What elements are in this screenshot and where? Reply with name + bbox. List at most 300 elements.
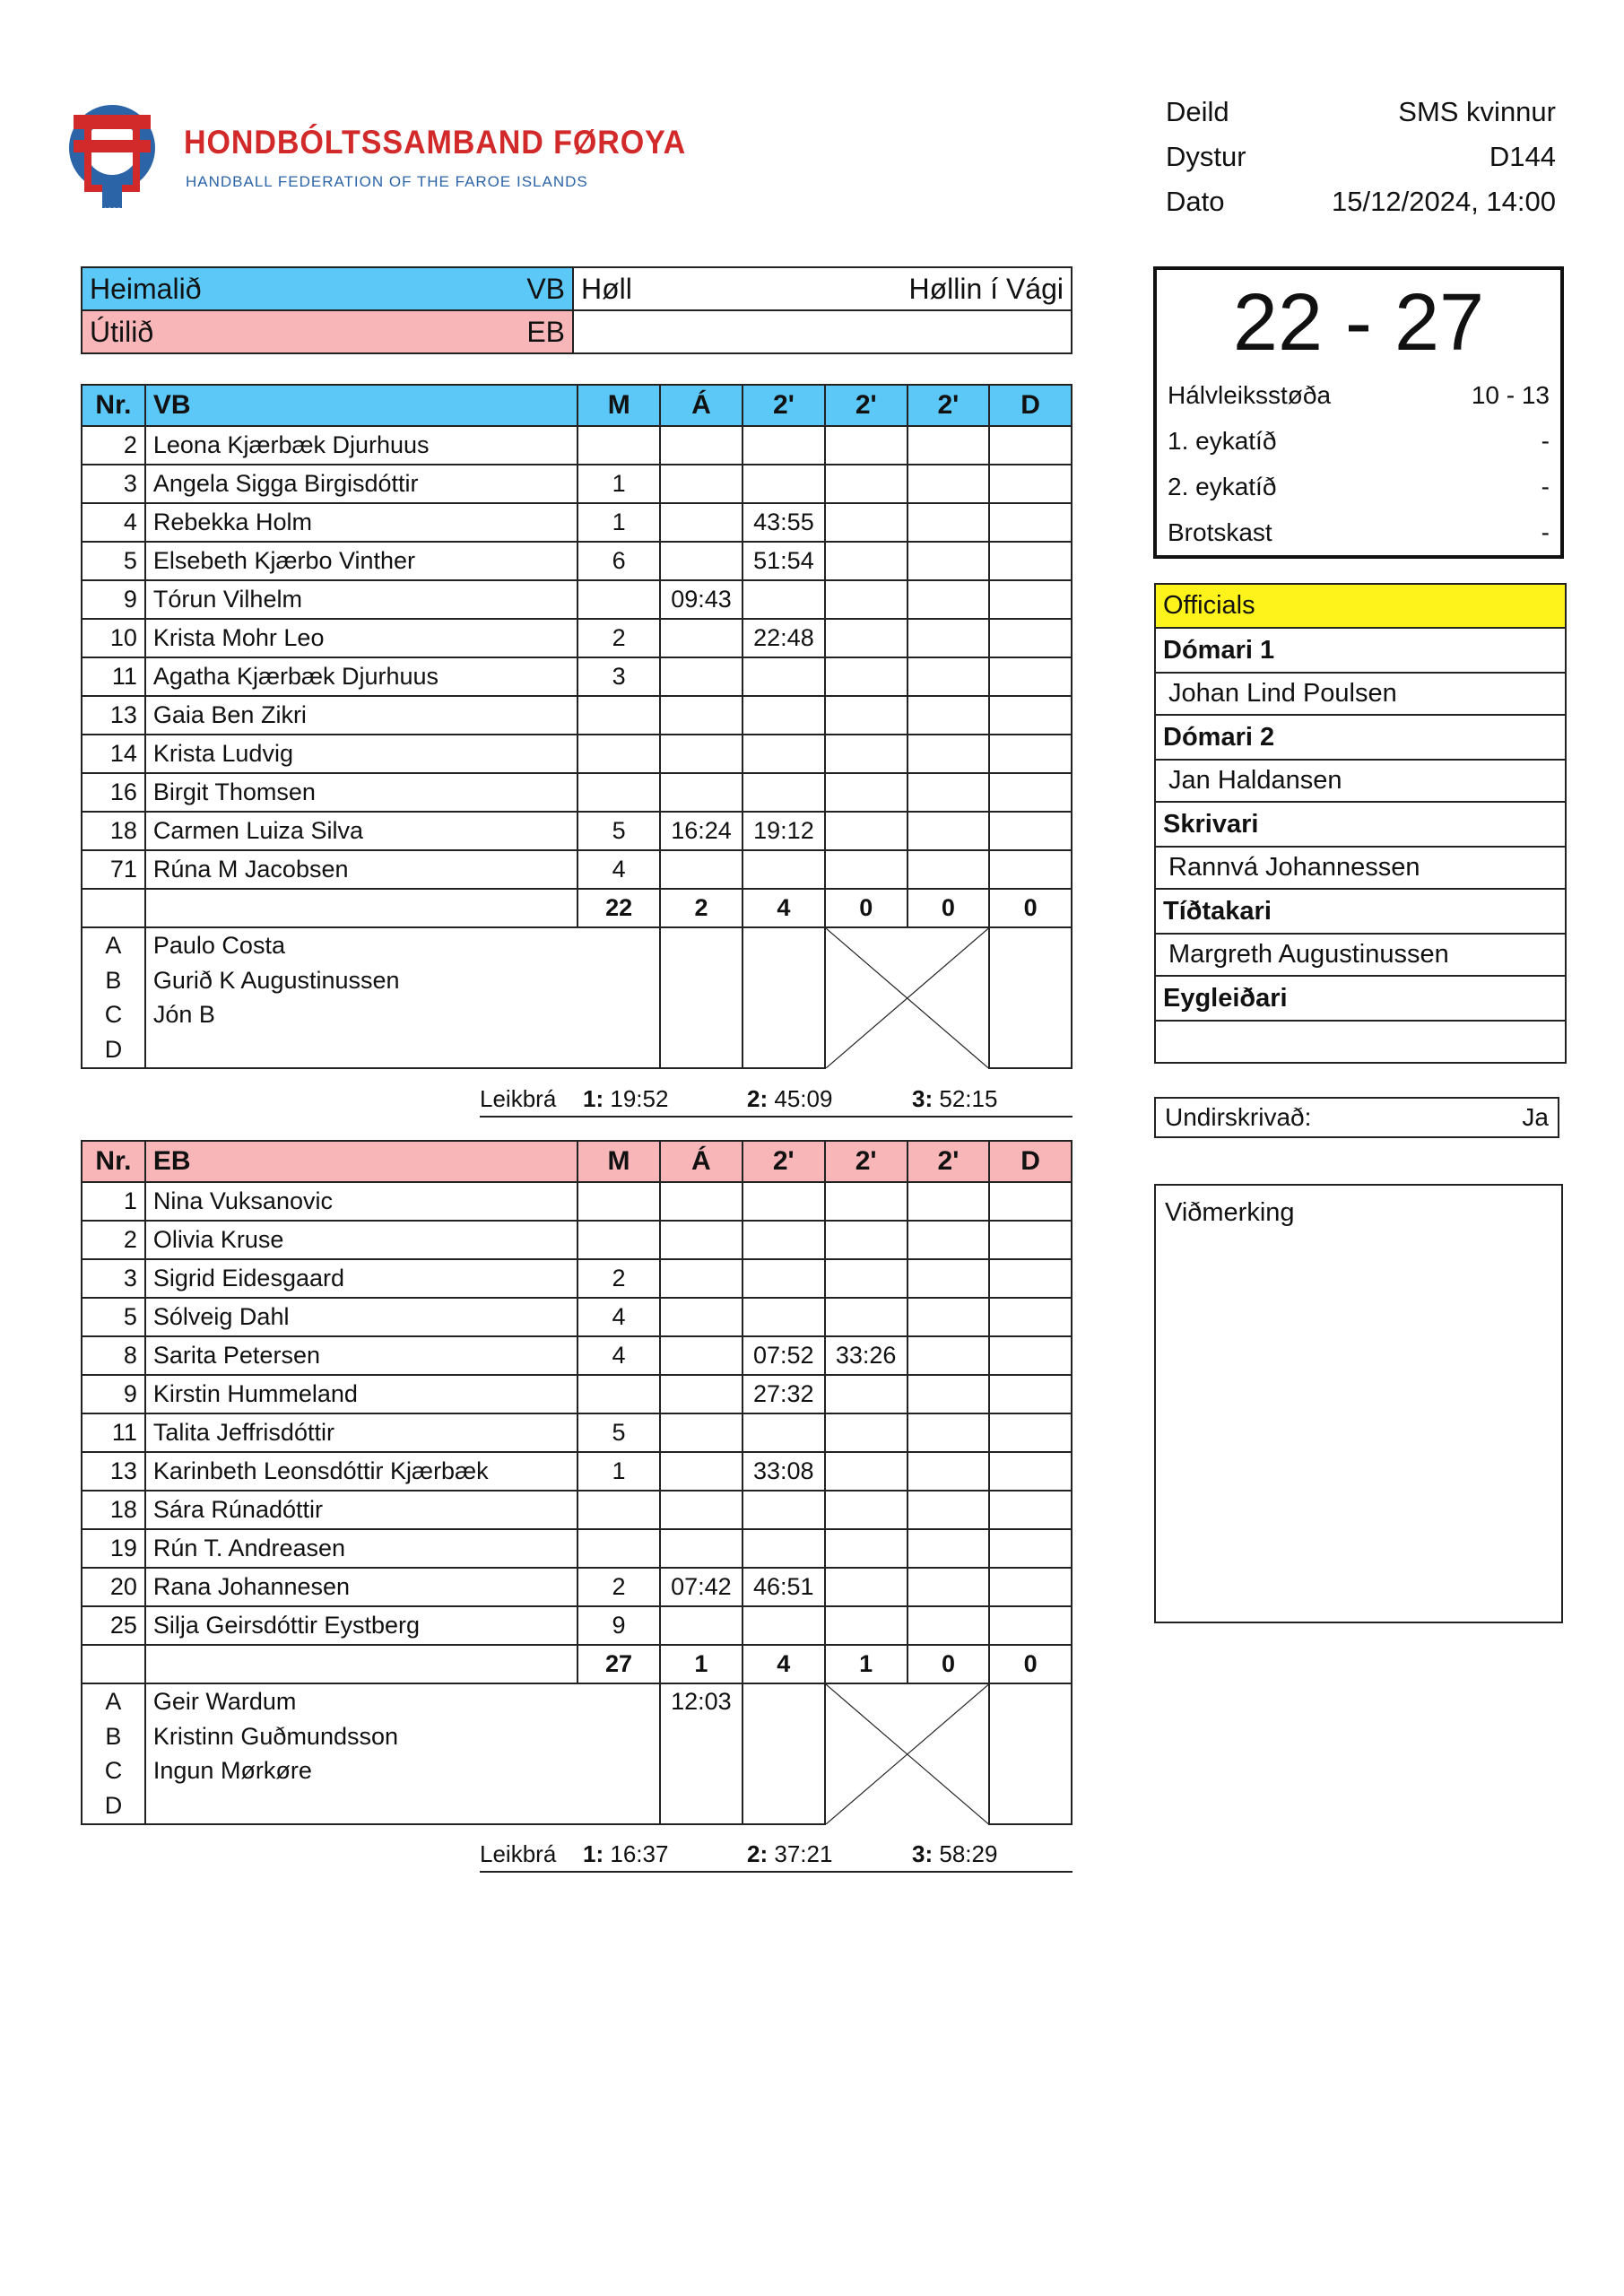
player-stat-d	[989, 1413, 1072, 1452]
player-stat-d	[989, 465, 1072, 503]
crossed-out-cell	[825, 927, 989, 1068]
player-stat-d	[989, 1298, 1072, 1336]
leikbra-t3: 52:15	[939, 1085, 998, 1112]
player-stat-m: 1	[578, 503, 660, 542]
player-number: 5	[82, 542, 145, 580]
player-stat-s1	[743, 1259, 825, 1298]
col-head: D	[989, 385, 1072, 426]
official-block: Skrivari Rannvá Johannessen	[1156, 803, 1565, 890]
player-stat-a	[660, 735, 743, 773]
player-name: Agatha Kjærbæk Djurhuus	[145, 657, 578, 696]
col-head: D	[989, 1141, 1072, 1182]
official-name: Gurið K Augustinussen	[145, 963, 578, 998]
col-head: 2'	[743, 385, 825, 426]
player-stat-s3	[908, 1452, 990, 1491]
player-row	[82, 735, 1072, 773]
meta-row-dato	[1166, 179, 1556, 224]
total-s2: 0	[825, 889, 908, 927]
leikbra-t3: 58:29	[939, 1840, 998, 1867]
player-row	[82, 1298, 1072, 1336]
player-stat-m	[578, 1491, 660, 1529]
player-stat-a	[660, 773, 743, 812]
player-stat-m	[578, 1182, 660, 1221]
total-s2: 1	[825, 1645, 908, 1683]
player-stat-s2	[825, 1529, 908, 1568]
match-meta	[1166, 90, 1556, 224]
player-number: 3	[82, 1259, 145, 1298]
official-s1	[743, 1788, 825, 1824]
player-row	[82, 465, 1072, 503]
player-stat-s2	[825, 1298, 908, 1336]
player-name: Tórun Vilhelm	[145, 580, 578, 619]
player-stat-s3	[908, 850, 990, 889]
player-stat-s2	[825, 426, 908, 465]
player-stat-m	[578, 1375, 660, 1413]
player-stat-m: 1	[578, 1452, 660, 1491]
total-s1: 4	[743, 1645, 825, 1683]
player-stat-s2	[825, 696, 908, 735]
player-stat-s3	[908, 1413, 990, 1452]
official-s1	[743, 1032, 825, 1068]
player-stat-m: 4	[578, 1298, 660, 1336]
official-name	[145, 1788, 578, 1824]
player-stat-s2	[825, 812, 908, 850]
player-stat-s1	[743, 696, 825, 735]
score-row: 2. eykatíð -	[1168, 473, 1550, 500]
player-name: Krista Ludvig	[145, 735, 578, 773]
player-stat-s2	[825, 465, 908, 503]
player-stat-s3	[908, 812, 990, 850]
player-number: 13	[82, 1452, 145, 1491]
player-stat-s3	[908, 1491, 990, 1529]
player-stat-d	[989, 696, 1072, 735]
player-name: Elsebeth Kjærbo Vinther	[145, 542, 578, 580]
player-stat-m: 1	[578, 465, 660, 503]
col-team: EB	[145, 1141, 578, 1182]
home-label: Heimalið	[90, 272, 202, 305]
player-stat-s3	[908, 1568, 990, 1606]
meta-value: D144	[1489, 141, 1556, 172]
player-name: Silja Geirsdóttir Eystberg	[145, 1606, 578, 1645]
player-stat-a	[660, 1221, 743, 1259]
player-name: Carmen Luiza Silva	[145, 812, 578, 850]
score-row: Hálvleiksstøða 10 - 13	[1168, 381, 1550, 409]
col-head: Á	[660, 385, 743, 426]
official-a: 12:03	[660, 1683, 743, 1719]
player-name: Sigrid Eidesgaard	[145, 1259, 578, 1298]
player-row	[82, 1375, 1072, 1413]
player-stat-d	[989, 657, 1072, 696]
official-code: C	[82, 1753, 145, 1788]
player-stat-m: 3	[578, 657, 660, 696]
player-stat-m: 2	[578, 1259, 660, 1298]
cross-icon	[826, 1684, 989, 1824]
player-stat-s1: 33:08	[743, 1452, 825, 1491]
home-code: VB	[526, 272, 565, 305]
player-stat-m: 5	[578, 1413, 660, 1452]
player-stat-s2	[825, 657, 908, 696]
meta-label: Dato	[1166, 186, 1225, 217]
player-stat-s2	[825, 1491, 908, 1529]
player-row	[82, 1259, 1072, 1298]
player-name: Birgit Thomsen	[145, 773, 578, 812]
hall-label: Høll	[581, 272, 632, 305]
player-number: 10	[82, 619, 145, 657]
player-stat-s2	[825, 773, 908, 812]
player-stat-s1	[743, 426, 825, 465]
player-number: 25	[82, 1606, 145, 1645]
away-leikbra: Leikbrá 1: 16:37 2: 37:21 3: 58:29	[480, 1840, 1073, 1873]
empty-cell	[573, 310, 1072, 353]
remarks-box	[1154, 1184, 1563, 1623]
player-row	[82, 580, 1072, 619]
player-number: 11	[82, 657, 145, 696]
official-block: Eygleiðari	[1156, 977, 1565, 1062]
player-stat-s2	[825, 580, 908, 619]
player-stat-d	[989, 1336, 1072, 1375]
player-stat-s1: 07:52	[743, 1336, 825, 1375]
player-stat-s3	[908, 465, 990, 503]
official-block: Dómari 1 Johan Lind Poulsen	[1156, 629, 1565, 716]
player-row	[82, 1568, 1072, 1606]
meta-label: Deild	[1166, 96, 1229, 127]
player-stat-m: 6	[578, 542, 660, 580]
player-stat-s2	[825, 1568, 908, 1606]
officials-title: Officials	[1156, 585, 1565, 629]
meta-row-dystur	[1166, 135, 1556, 179]
player-row	[82, 542, 1072, 580]
player-stat-m: 2	[578, 1568, 660, 1606]
player-stat-s1: 22:48	[743, 619, 825, 657]
player-stat-a	[660, 1375, 743, 1413]
player-number: 2	[82, 426, 145, 465]
player-stat-s1	[743, 657, 825, 696]
home-leikbra: Leikbrá 1: 19:52 2: 45:09 3: 52:15	[480, 1085, 1073, 1118]
player-name: Olivia Kruse	[145, 1221, 578, 1259]
player-row	[82, 1529, 1072, 1568]
hall-cell	[573, 267, 1072, 310]
col-nr: Nr.	[82, 385, 145, 426]
player-row	[82, 850, 1072, 889]
player-stat-m	[578, 773, 660, 812]
official-a	[660, 1719, 743, 1754]
official-a	[660, 997, 743, 1032]
player-number: 5	[82, 1298, 145, 1336]
home-team-cell	[82, 267, 573, 310]
official-block: Dómari 2 Jan Haldansen	[1156, 716, 1565, 803]
player-name: Gaia Ben Zikri	[145, 696, 578, 735]
player-stat-a	[660, 1606, 743, 1645]
player-stat-s1	[743, 735, 825, 773]
player-stat-s1: 46:51	[743, 1568, 825, 1606]
player-stat-d	[989, 1491, 1072, 1529]
player-number: 71	[82, 850, 145, 889]
player-name: Karinbeth Leonsdóttir Kjærbæk	[145, 1452, 578, 1491]
signature-box	[1154, 1097, 1559, 1138]
player-stat-d	[989, 619, 1072, 657]
player-stat-s3	[908, 580, 990, 619]
player-stat-s1	[743, 1606, 825, 1645]
player-stat-s1	[743, 1182, 825, 1221]
player-stat-a	[660, 503, 743, 542]
player-stat-a	[660, 657, 743, 696]
player-stat-s1	[743, 773, 825, 812]
player-stat-s3	[908, 773, 990, 812]
player-stat-s1	[743, 1491, 825, 1529]
player-stat-d	[989, 580, 1072, 619]
player-stat-d	[989, 812, 1072, 850]
player-stat-m	[578, 580, 660, 619]
player-stat-s1	[743, 580, 825, 619]
player-stat-s3	[908, 503, 990, 542]
player-stat-m	[578, 1529, 660, 1568]
player-stat-d	[989, 1259, 1072, 1298]
official-code: A	[82, 1683, 145, 1719]
score-box	[1153, 266, 1564, 559]
player-number: 8	[82, 1336, 145, 1375]
meta-row-deild	[1166, 90, 1556, 135]
player-number: 18	[82, 812, 145, 850]
official-name: Jón B	[145, 997, 578, 1032]
player-stat-s3	[908, 619, 990, 657]
total-a: 1	[660, 1645, 743, 1683]
player-stat-a	[660, 1452, 743, 1491]
player-row	[82, 696, 1072, 735]
official-a	[660, 1788, 743, 1824]
leikbra-t1: 19:52	[610, 1085, 669, 1112]
hsf-logo-icon	[63, 99, 161, 215]
player-stat-s2	[825, 503, 908, 542]
player-name: Kirstin Hummeland	[145, 1375, 578, 1413]
col-head: M	[578, 385, 660, 426]
player-stat-d	[989, 1606, 1072, 1645]
player-stat-s3	[908, 1221, 990, 1259]
col-head: 2'	[743, 1141, 825, 1182]
official-s1	[743, 927, 825, 963]
team-official-row	[82, 1683, 1072, 1719]
leikbra-t2: 37:21	[774, 1840, 833, 1867]
official-code: B	[82, 963, 145, 998]
total-m: 22	[578, 889, 660, 927]
officials-panel	[1154, 583, 1567, 1064]
total-s3: 0	[908, 1645, 990, 1683]
remarks-label: Viðmerking	[1165, 1198, 1295, 1227]
official-name: Kristinn Guðmundsson	[145, 1719, 578, 1754]
player-name: Sarita Petersen	[145, 1336, 578, 1375]
player-stat-s1	[743, 1221, 825, 1259]
player-stat-d	[989, 1182, 1072, 1221]
player-stat-s3	[908, 542, 990, 580]
official-code: A	[82, 927, 145, 963]
player-stat-a	[660, 696, 743, 735]
official-block: Tíðtakari Margreth Augustinussen	[1156, 890, 1565, 977]
player-row	[82, 1182, 1072, 1221]
player-stat-s3	[908, 1336, 990, 1375]
logo-subtitle: HANDBALL FEDERATION OF THE FAROE ISLANDS	[186, 173, 588, 190]
player-number: 9	[82, 1375, 145, 1413]
player-stat-s3	[908, 657, 990, 696]
player-stat-a	[660, 1298, 743, 1336]
player-stat-s2	[825, 1413, 908, 1452]
official-code: C	[82, 997, 145, 1032]
player-row	[82, 1336, 1072, 1375]
player-stat-m: 4	[578, 1336, 660, 1375]
official-name: Geir Wardum	[145, 1683, 578, 1719]
leikbra-label: Leikbrá	[480, 1840, 557, 1867]
player-number: 16	[82, 773, 145, 812]
player-name: Talita Jeffrisdóttir	[145, 1413, 578, 1452]
player-stat-a	[660, 1259, 743, 1298]
meta-value: 15/12/2024, 14:00	[1332, 186, 1556, 217]
player-stat-d	[989, 1221, 1072, 1259]
official-code: D	[82, 1032, 145, 1068]
player-row	[82, 1606, 1072, 1645]
player-stat-m: 9	[578, 1606, 660, 1645]
total-m: 27	[578, 1645, 660, 1683]
roster-header	[82, 385, 1072, 426]
player-number: 4	[82, 503, 145, 542]
player-stat-d	[989, 1452, 1072, 1491]
player-stat-a	[660, 1182, 743, 1221]
player-stat-s2	[825, 1221, 908, 1259]
player-number: 3	[82, 465, 145, 503]
player-stat-s2	[825, 619, 908, 657]
player-stat-m	[578, 1221, 660, 1259]
player-name: Rana Johannesen	[145, 1568, 578, 1606]
player-stat-d	[989, 426, 1072, 465]
score-row: Brotskast -	[1168, 518, 1550, 546]
player-name: Angela Sigga Birgisdóttir	[145, 465, 578, 503]
player-row	[82, 426, 1072, 465]
player-stat-d	[989, 503, 1072, 542]
col-head: 2'	[908, 385, 990, 426]
total-s1: 4	[743, 889, 825, 927]
official-s1	[743, 1683, 825, 1719]
player-row	[82, 1221, 1072, 1259]
player-stat-s1	[743, 1529, 825, 1568]
player-name: Leona Kjærbæk Djurhuus	[145, 426, 578, 465]
signature-value: Ja	[1522, 1103, 1549, 1131]
hall-value: Høllin í Vági	[908, 272, 1064, 305]
player-stat-m: 4	[578, 850, 660, 889]
totals-row	[82, 1645, 1072, 1683]
player-stat-s2	[825, 735, 908, 773]
player-stat-s3	[908, 1182, 990, 1221]
player-stat-s3	[908, 1529, 990, 1568]
player-row	[82, 812, 1072, 850]
player-stat-s1	[743, 1413, 825, 1452]
total-s3: 0	[908, 889, 990, 927]
player-name: Sára Rúnadóttir	[145, 1491, 578, 1529]
player-stat-m	[578, 426, 660, 465]
player-stat-a	[660, 1529, 743, 1568]
player-stat-d	[989, 1568, 1072, 1606]
player-stat-s2	[825, 1182, 908, 1221]
totals-row	[82, 889, 1072, 927]
player-number: 14	[82, 735, 145, 773]
player-row	[82, 1491, 1072, 1529]
score-row: 1. eykatíð -	[1168, 427, 1550, 455]
player-row	[82, 657, 1072, 696]
official-a	[660, 963, 743, 998]
player-name: Rún T. Andreasen	[145, 1529, 578, 1568]
official-a	[660, 1753, 743, 1788]
official-a	[660, 927, 743, 963]
player-stat-a	[660, 1491, 743, 1529]
player-stat-s2	[825, 1259, 908, 1298]
official-name: Ingun Mørkøre	[145, 1753, 578, 1788]
player-row	[82, 1413, 1072, 1452]
player-stat-s1: 43:55	[743, 503, 825, 542]
away-label: Útilið	[90, 315, 154, 348]
player-stat-a	[660, 1413, 743, 1452]
player-row	[82, 773, 1072, 812]
player-number: 13	[82, 696, 145, 735]
col-head: 2'	[908, 1141, 990, 1182]
signature-label: Undirskrivað:	[1165, 1103, 1312, 1131]
team-official-row	[82, 927, 1072, 963]
player-stat-s2	[825, 542, 908, 580]
official-name: Paulo Costa	[145, 927, 578, 963]
player-stat-s3	[908, 1375, 990, 1413]
player-number: 19	[82, 1529, 145, 1568]
player-stat-a: 16:24	[660, 812, 743, 850]
player-stat-d	[989, 542, 1072, 580]
total-d: 0	[989, 889, 1072, 927]
player-name: Rebekka Holm	[145, 503, 578, 542]
player-row	[82, 503, 1072, 542]
player-stat-d	[989, 735, 1072, 773]
player-stat-a	[660, 426, 743, 465]
away-team-cell	[82, 310, 573, 353]
away-code: EB	[526, 315, 565, 348]
official-name	[145, 1032, 578, 1068]
player-number: 11	[82, 1413, 145, 1452]
official-s1	[743, 963, 825, 998]
leikbra-t2: 45:09	[774, 1085, 833, 1112]
player-stat-a	[660, 619, 743, 657]
col-head: M	[578, 1141, 660, 1182]
player-number: 20	[82, 1568, 145, 1606]
player-stat-a: 09:43	[660, 580, 743, 619]
player-stat-s1	[743, 1298, 825, 1336]
player-stat-a	[660, 850, 743, 889]
official-a	[660, 1032, 743, 1068]
official-code: D	[82, 1788, 145, 1824]
player-number: 2	[82, 1221, 145, 1259]
col-head: Á	[660, 1141, 743, 1182]
player-stat-s2	[825, 850, 908, 889]
crossed-out-cell	[825, 1683, 990, 1824]
player-stat-m	[578, 696, 660, 735]
meta-value: SMS kvinnur	[1398, 96, 1556, 127]
logo-year: 1980	[102, 206, 122, 215]
leikbra-t1: 16:37	[610, 1840, 669, 1867]
player-number: 1	[82, 1182, 145, 1221]
player-stat-s1: 27:32	[743, 1375, 825, 1413]
teams-box	[81, 266, 1073, 354]
player-stat-d	[989, 850, 1072, 889]
player-name: Nina Vuksanovic	[145, 1182, 578, 1221]
player-stat-s3	[908, 696, 990, 735]
meta-label: Dystur	[1166, 141, 1246, 172]
player-stat-s1: 51:54	[743, 542, 825, 580]
logo-title: HONDBÓLTSSAMBAND FØROYA	[184, 124, 687, 161]
player-stat-d	[989, 1375, 1072, 1413]
final-score: 22 - 27	[1232, 278, 1485, 368]
player-stat-s3	[908, 426, 990, 465]
official-code: B	[82, 1719, 145, 1754]
